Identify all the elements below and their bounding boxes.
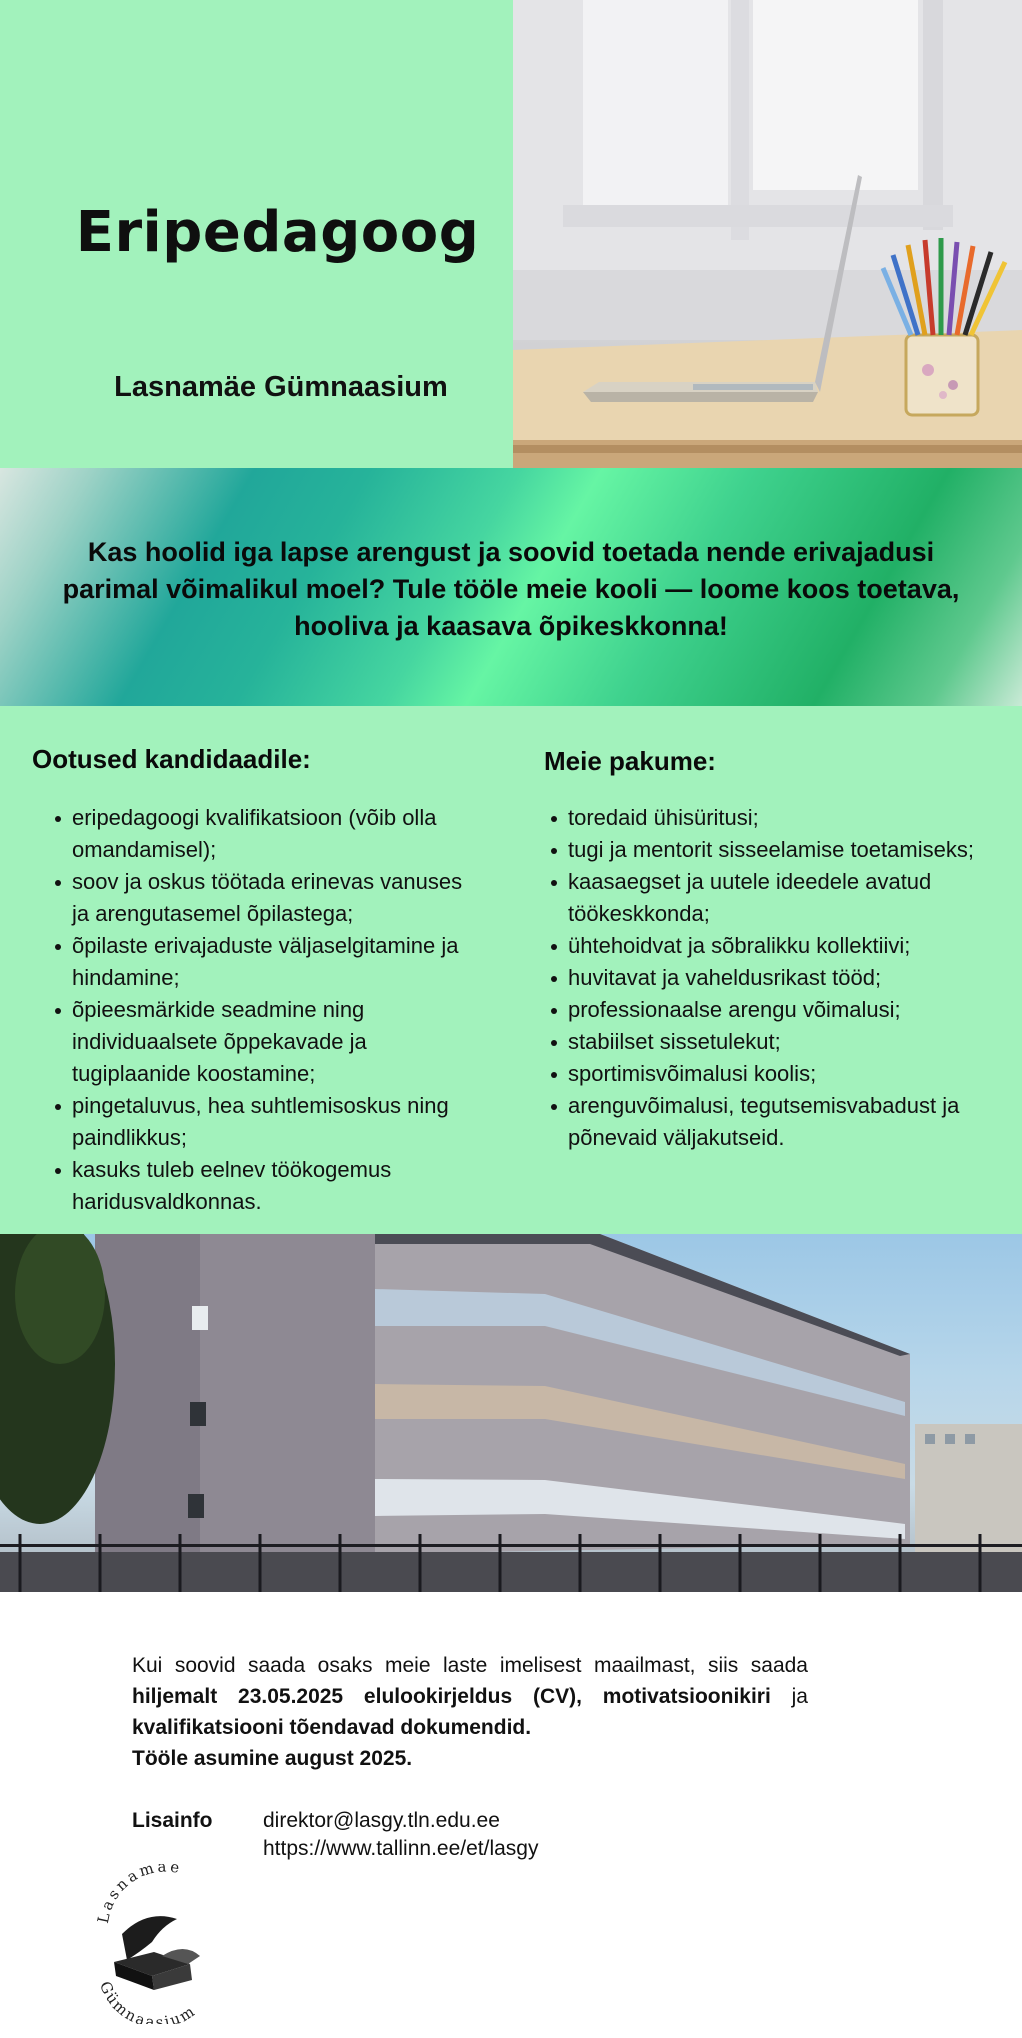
list-item: arenguvõimalusi, tegutsemisvabadust ja põnevaid väljakutseid. [568, 1090, 1013, 1154]
application-intro: Kui soovid saada osaks meie laste imelisest maailmast, siis saada [132, 1654, 808, 1677]
list-item: sportimisvõimalusi koolis; [568, 1058, 1013, 1090]
school-building-photo [0, 1234, 1022, 1592]
list-item: kasuks tuleb eelnev töökogemus haridusvaldkonnas. [72, 1154, 472, 1218]
building-illustration [0, 1234, 1022, 1592]
intro-banner [0, 468, 1022, 706]
list-item: tugi ja mentorit sisseelamise toetamiseks; [568, 834, 1013, 866]
offer-heading: Meie pakume: [544, 746, 716, 776]
application-text [132, 1650, 808, 1774]
application-start-date: Tööle asumine august 2025. [132, 1747, 413, 1770]
intro-text: Kas hoolid iga lapse arengust ja soovid toetada nende erivajadusi parimal võimalikul moel? Tule tööle meie kooli — loome koos toetava, hooliva ja kaasava õpikeskkonna! [62, 537, 960, 641]
job-title: Eripedagoog [75, 200, 480, 265]
logo-emblem [92, 1864, 232, 2024]
application-docs: kvalifikatsiooni tõendavad dokumendid. [132, 1716, 532, 1739]
list-item: õpieesmärkide seadmine ning individuaalsete õppekavade ja tugiplaanide koostamine; [72, 994, 472, 1090]
expectations-list [72, 802, 472, 1218]
list-item: õpilaste erivajaduste väljaselgitamine ja hindamine; [72, 930, 472, 994]
contact-email-link[interactable]: direktor@lasgy.tln.edu.ee [263, 1809, 500, 1832]
list-item: huvitavat ja vaheldusrikast tööd; [568, 962, 1013, 994]
list-item: ühtehoidvat ja sõbralikku kollektiivi; [568, 930, 1013, 962]
logo-bottom-text: Gümnaasium [95, 1978, 200, 2024]
list-item: kaasaegset ja uutele ideedele avatud töökeskkonda; [568, 866, 1013, 930]
list-item: eripedagoogi kvalifikatsioon (võib olla omandamisel); [72, 802, 472, 866]
desk-illustration [513, 0, 1022, 468]
application-section [0, 1592, 1022, 2038]
school-logo [92, 1864, 232, 2024]
expectations-heading: Ootused kandidaadile: [32, 744, 311, 774]
application-deadline: hiljemalt 23.05.2025 elulookirjeldus (CV), motivatsioonikiri [132, 1685, 771, 1708]
list-item: toredaid ühisüritusi; [568, 802, 1013, 834]
svg-text:Lasnamäe [94, 1864, 184, 1925]
hero-section [0, 0, 1022, 468]
application-connector: ja [791, 1685, 808, 1708]
list-item: soov ja oskus töötada erinevas vanuses ja arengutasemel õpilastega; [72, 866, 472, 930]
desk-photo [513, 0, 1022, 468]
list-item: professionaalse arengu võimalusi; [568, 994, 1013, 1026]
details-section [0, 706, 1022, 1234]
offer-list [568, 802, 1013, 1154]
hero-title-panel [0, 0, 513, 468]
info-label: Lisainfo [132, 1809, 213, 1832]
school-name: Lasnamäe Gümnaasium [114, 371, 448, 403]
logo-top-text: Lasnamäe [93, 1864, 184, 1925]
website-link[interactable]: https://www.tallinn.ee/et/lasgy [263, 1837, 539, 1860]
list-item: stabiilset sissetulekut; [568, 1026, 1013, 1058]
application-deadline-line [132, 1681, 808, 1712]
list-item: pingetaluvus, hea suhtlemisoskus ning paindlikkus; [72, 1090, 472, 1154]
